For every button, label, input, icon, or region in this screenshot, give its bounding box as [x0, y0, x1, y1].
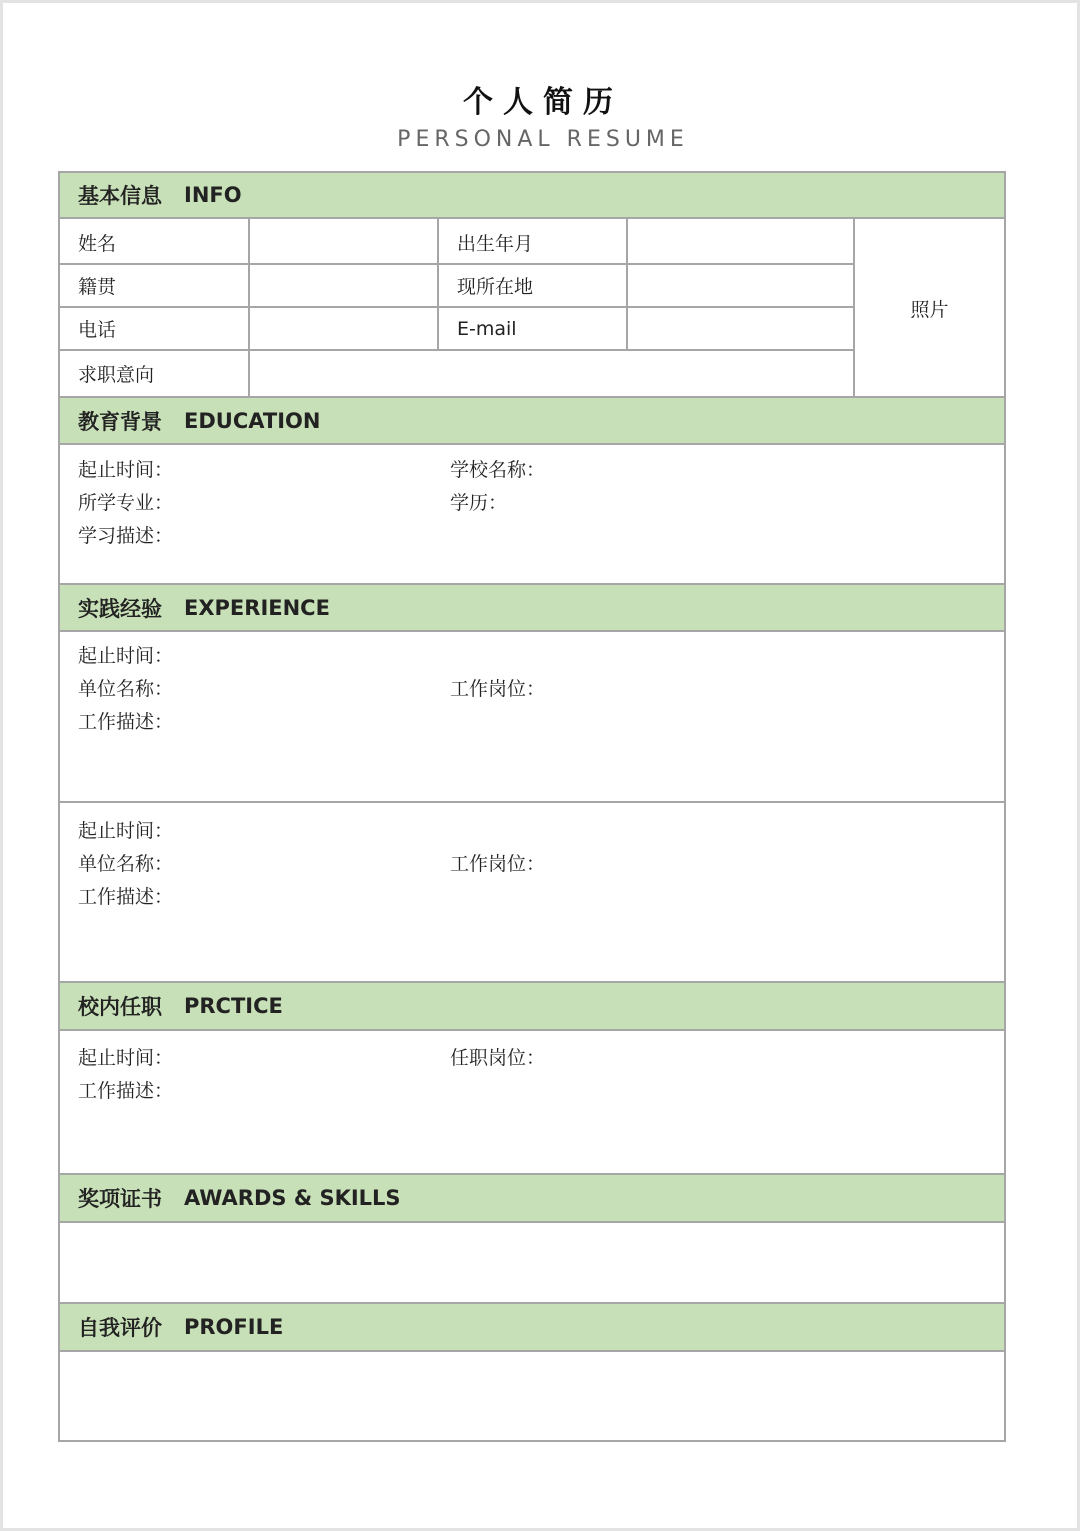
resume-frame: [58, 171, 1006, 1442]
photo-placeholder: 照片: [910, 299, 949, 321]
section-title-cn: 基本信息: [78, 184, 162, 208]
edu-period-label: 起止时间：: [78, 459, 174, 481]
section-title-en: EXPERIENCE: [184, 595, 330, 620]
section-title-cn: 教育背景: [78, 409, 162, 434]
section-title-cn: 实践经验: [78, 596, 162, 621]
exp-position-label: 工作岗位：: [450, 853, 546, 875]
divider: [60, 801, 1004, 803]
birth-value[interactable]: [628, 221, 853, 263]
section-header-education: [60, 396, 1004, 445]
section-header-info: [60, 173, 1004, 219]
location-value[interactable]: [628, 265, 853, 306]
email-value[interactable]: [628, 308, 853, 349]
campus-period-label: 起止时间：: [78, 1047, 174, 1069]
profile-content[interactable]: [60, 1352, 1004, 1440]
intent-value[interactable]: [250, 351, 853, 396]
section-title-en: EDUCATION: [184, 408, 321, 433]
phone-label: 电话: [78, 319, 117, 341]
birth-label: 出生年月: [457, 232, 534, 255]
edu-degree-label: 学历：: [450, 492, 508, 514]
section-title-en: AWARDS & SKILLS: [184, 1186, 401, 1210]
exp-desc-label: 工作描述：: [78, 711, 174, 733]
section-title-cn: 奖项证书: [78, 1187, 162, 1211]
campus-desc-label: 工作描述：: [78, 1080, 174, 1102]
exp-position-label: 工作岗位：: [450, 678, 546, 700]
native-label: 籍贯: [78, 276, 117, 298]
name-value[interactable]: [250, 221, 437, 263]
intent-label: 求职意向: [78, 364, 155, 386]
exp-desc-label: 工作描述：: [78, 886, 174, 908]
section-header-campus: [60, 981, 1004, 1031]
location-label: 现所在地: [457, 276, 534, 298]
section-header-experience: [60, 583, 1004, 632]
section-title-cn: 自我评价: [78, 1316, 162, 1340]
campus-position-label: 任职岗位：: [450, 1047, 546, 1069]
section-title-cn: 校内任职: [78, 995, 162, 1019]
section-title-en: PRCTICE: [184, 994, 283, 1018]
exp-company-label: 单位名称：: [78, 678, 174, 700]
exp-period-label: 起止时间：: [78, 645, 174, 667]
exp-company-label: 单位名称：: [78, 853, 174, 875]
section-title-en: INFO: [184, 183, 242, 207]
edu-school-label: 学校名称：: [450, 459, 546, 481]
native-value[interactable]: [250, 265, 437, 306]
page-title: 个人简历: [463, 85, 623, 120]
section-header-profile: [60, 1302, 1004, 1352]
exp-period-label: 起止时间：: [78, 820, 174, 842]
email-label: E-mail: [457, 317, 517, 340]
edu-desc-label: 学习描述：: [78, 525, 174, 547]
phone-value[interactable]: [250, 308, 437, 349]
page-subtitle: PERSONAL RESUME: [397, 127, 689, 152]
section-title-en: PROFILE: [184, 1315, 284, 1339]
name-label: 姓名: [78, 232, 117, 255]
awards-content[interactable]: [60, 1223, 1004, 1303]
section-header-awards: [60, 1173, 1004, 1223]
edu-major-label: 所学专业：: [78, 492, 174, 514]
